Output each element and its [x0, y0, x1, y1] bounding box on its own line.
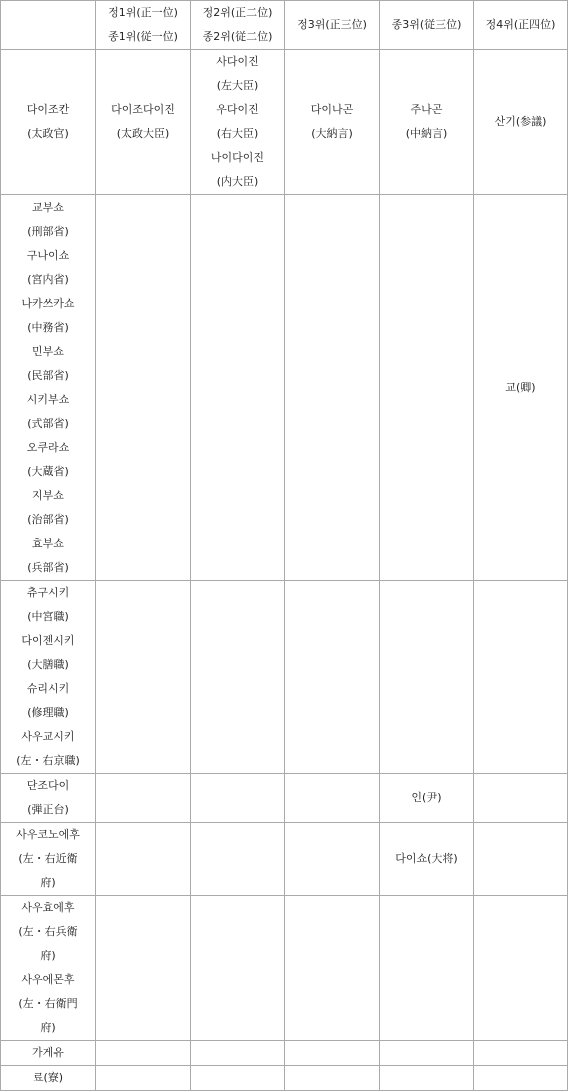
rank-cell: [191, 823, 285, 896]
table-row: [1, 823, 568, 896]
office-cell: [1, 823, 96, 896]
office-label: 오쿠라쇼: [26, 440, 70, 454]
post-label: (太政大臣): [116, 127, 170, 140]
office-label: 료(寮): [32, 1071, 64, 1084]
post-label: 다이쇼(大将): [395, 852, 458, 865]
post-label: (右大臣): [216, 127, 259, 140]
rank-cell: [191, 774, 285, 823]
rank-cell: [96, 1066, 191, 1091]
rank-cell: [191, 1041, 285, 1066]
post-label: (大納言): [311, 127, 353, 140]
rank-cell: [474, 896, 568, 1041]
header-label: 종2위(従二位): [202, 30, 273, 43]
header-rank-3-junior: [380, 1, 474, 50]
rank-cell: [474, 823, 568, 896]
rank-cell: [96, 823, 191, 896]
rank-cell: [285, 50, 380, 195]
rank-cell: [285, 195, 380, 581]
post-label: (中納言): [405, 127, 448, 140]
rank-cell: [380, 823, 474, 896]
office-label: 나카쓰카쇼: [21, 296, 75, 310]
office-label: (大蔵省): [27, 464, 69, 478]
rank-cell: [285, 581, 380, 774]
office-label: (左・右京職): [16, 754, 80, 767]
office-label: 슈리시키: [26, 682, 70, 695]
rank-cell: [285, 896, 380, 1041]
post-label: (内大臣): [216, 175, 259, 188]
office-label: 효부쇼: [32, 536, 64, 550]
rank-cell: [96, 774, 191, 823]
table-row: [1, 896, 568, 1041]
rank-cell: [380, 896, 474, 1041]
office-label: 사우교시키: [21, 730, 75, 743]
post-label: 산기(参議): [494, 115, 547, 128]
post-label: 주나곤: [410, 103, 443, 116]
office-cell: [1, 896, 96, 1041]
header-label: 정1위(正一位): [108, 6, 178, 19]
header-rank-4: [474, 1, 568, 50]
office-label: (中務省): [27, 320, 69, 334]
post-label: 나이다이진: [210, 151, 265, 164]
office-label: (中宮職): [27, 610, 69, 623]
rank-cell: [474, 50, 568, 195]
office-label: (左・右衛門: [18, 997, 78, 1010]
office-label: 다이조칸: [26, 103, 70, 116]
rank-cell: [285, 774, 380, 823]
office-label: 지부쇼: [32, 488, 64, 502]
post-label: 우다이진: [216, 103, 259, 116]
office-label: 민부쇼: [32, 344, 64, 358]
office-cell: [1, 774, 96, 823]
rank-cell: [285, 1041, 380, 1066]
office-label: (式部省): [27, 416, 69, 430]
table-row: [1, 774, 568, 823]
post-label: 교(卿): [505, 380, 536, 394]
rank-cell: [474, 1041, 568, 1066]
rank-cell: [96, 195, 191, 581]
rank-cell: [191, 195, 285, 581]
office-label: 府): [40, 1021, 56, 1034]
office-label: 시키부쇼: [26, 392, 70, 406]
header-row: [1, 1, 568, 50]
table-row: [1, 50, 568, 195]
rank-cell: [380, 1041, 474, 1066]
rank-cell: [380, 774, 474, 823]
rank-cell: [474, 1066, 568, 1091]
post-label: 다이조다이진: [111, 103, 175, 116]
office-label: (修理職): [27, 706, 69, 719]
rank-cell: [285, 823, 380, 896]
rank-cell: [191, 1066, 285, 1091]
rank-cell: [96, 581, 191, 774]
rank-cell: [474, 581, 568, 774]
rank-cell: [96, 1041, 191, 1066]
office-label: 단조다이: [26, 779, 70, 792]
office-cell: [1, 195, 96, 581]
header-rank-3: [285, 1, 380, 50]
office-cell: [1, 1041, 96, 1066]
office-label: (太政官): [27, 127, 69, 140]
office-label: 사우효에후: [21, 901, 75, 914]
table-row: [1, 581, 568, 774]
rank-cell: [380, 581, 474, 774]
office-label: 다이젠시키: [21, 634, 75, 647]
office-label: (弾正台): [27, 803, 69, 816]
rank-cell: [191, 50, 285, 195]
office-label: 사우에몬후: [21, 973, 75, 986]
post-label: 인(尹): [411, 791, 442, 804]
office-label: 府): [40, 949, 56, 962]
office-label: 가게유: [32, 1046, 64, 1059]
rank-cell: [380, 195, 474, 581]
rank-cell: [191, 581, 285, 774]
office-cell: [1, 1066, 96, 1091]
header-label: 종3위(従三位): [391, 18, 462, 31]
header-rank-1: [96, 1, 191, 50]
table-row: [1, 1041, 568, 1066]
office-cell: [1, 50, 96, 195]
rank-cell: [285, 1066, 380, 1091]
post-label: 사다이진: [216, 55, 259, 68]
office-label: (刑部省): [27, 224, 69, 238]
rank-cell: [474, 774, 568, 823]
office-label: 구나이쇼: [26, 248, 70, 262]
post-label: (左大臣): [216, 79, 259, 92]
header-rank-2: [191, 1, 285, 50]
rank-cell: [380, 1066, 474, 1091]
header-label: 종1위(従一位): [108, 30, 178, 43]
rank-cell: [380, 50, 474, 195]
office-label: (民部省): [27, 368, 69, 382]
office-label: 교부쇼: [32, 200, 64, 214]
office-label: 府): [40, 876, 56, 889]
office-label: (宮内省): [27, 272, 69, 286]
office-label: 사우코노에후: [16, 828, 80, 841]
office-label: (治部省): [27, 512, 69, 526]
rank-cell: [96, 50, 191, 195]
header-label: 정4위(正四位): [485, 18, 556, 31]
header-label: 정2위(正二位): [202, 6, 273, 19]
rank-cell: [96, 896, 191, 1041]
header-label: 정3위(正三位): [297, 18, 367, 31]
office-label: (兵部省): [27, 560, 69, 574]
office-label: (大膳職): [27, 658, 69, 671]
office-label: 츄구시키: [26, 586, 70, 599]
table-row: [1, 195, 568, 581]
office-label: (左・右近衛: [18, 852, 78, 865]
table-row: [1, 1066, 568, 1091]
office-cell: [1, 581, 96, 774]
header-corner-cell: [1, 1, 96, 50]
rank-cell: [191, 896, 285, 1041]
rank-cell: [474, 195, 568, 581]
office-label: (左・右兵衛: [18, 925, 78, 938]
post-label: 다이나곤: [310, 103, 354, 116]
